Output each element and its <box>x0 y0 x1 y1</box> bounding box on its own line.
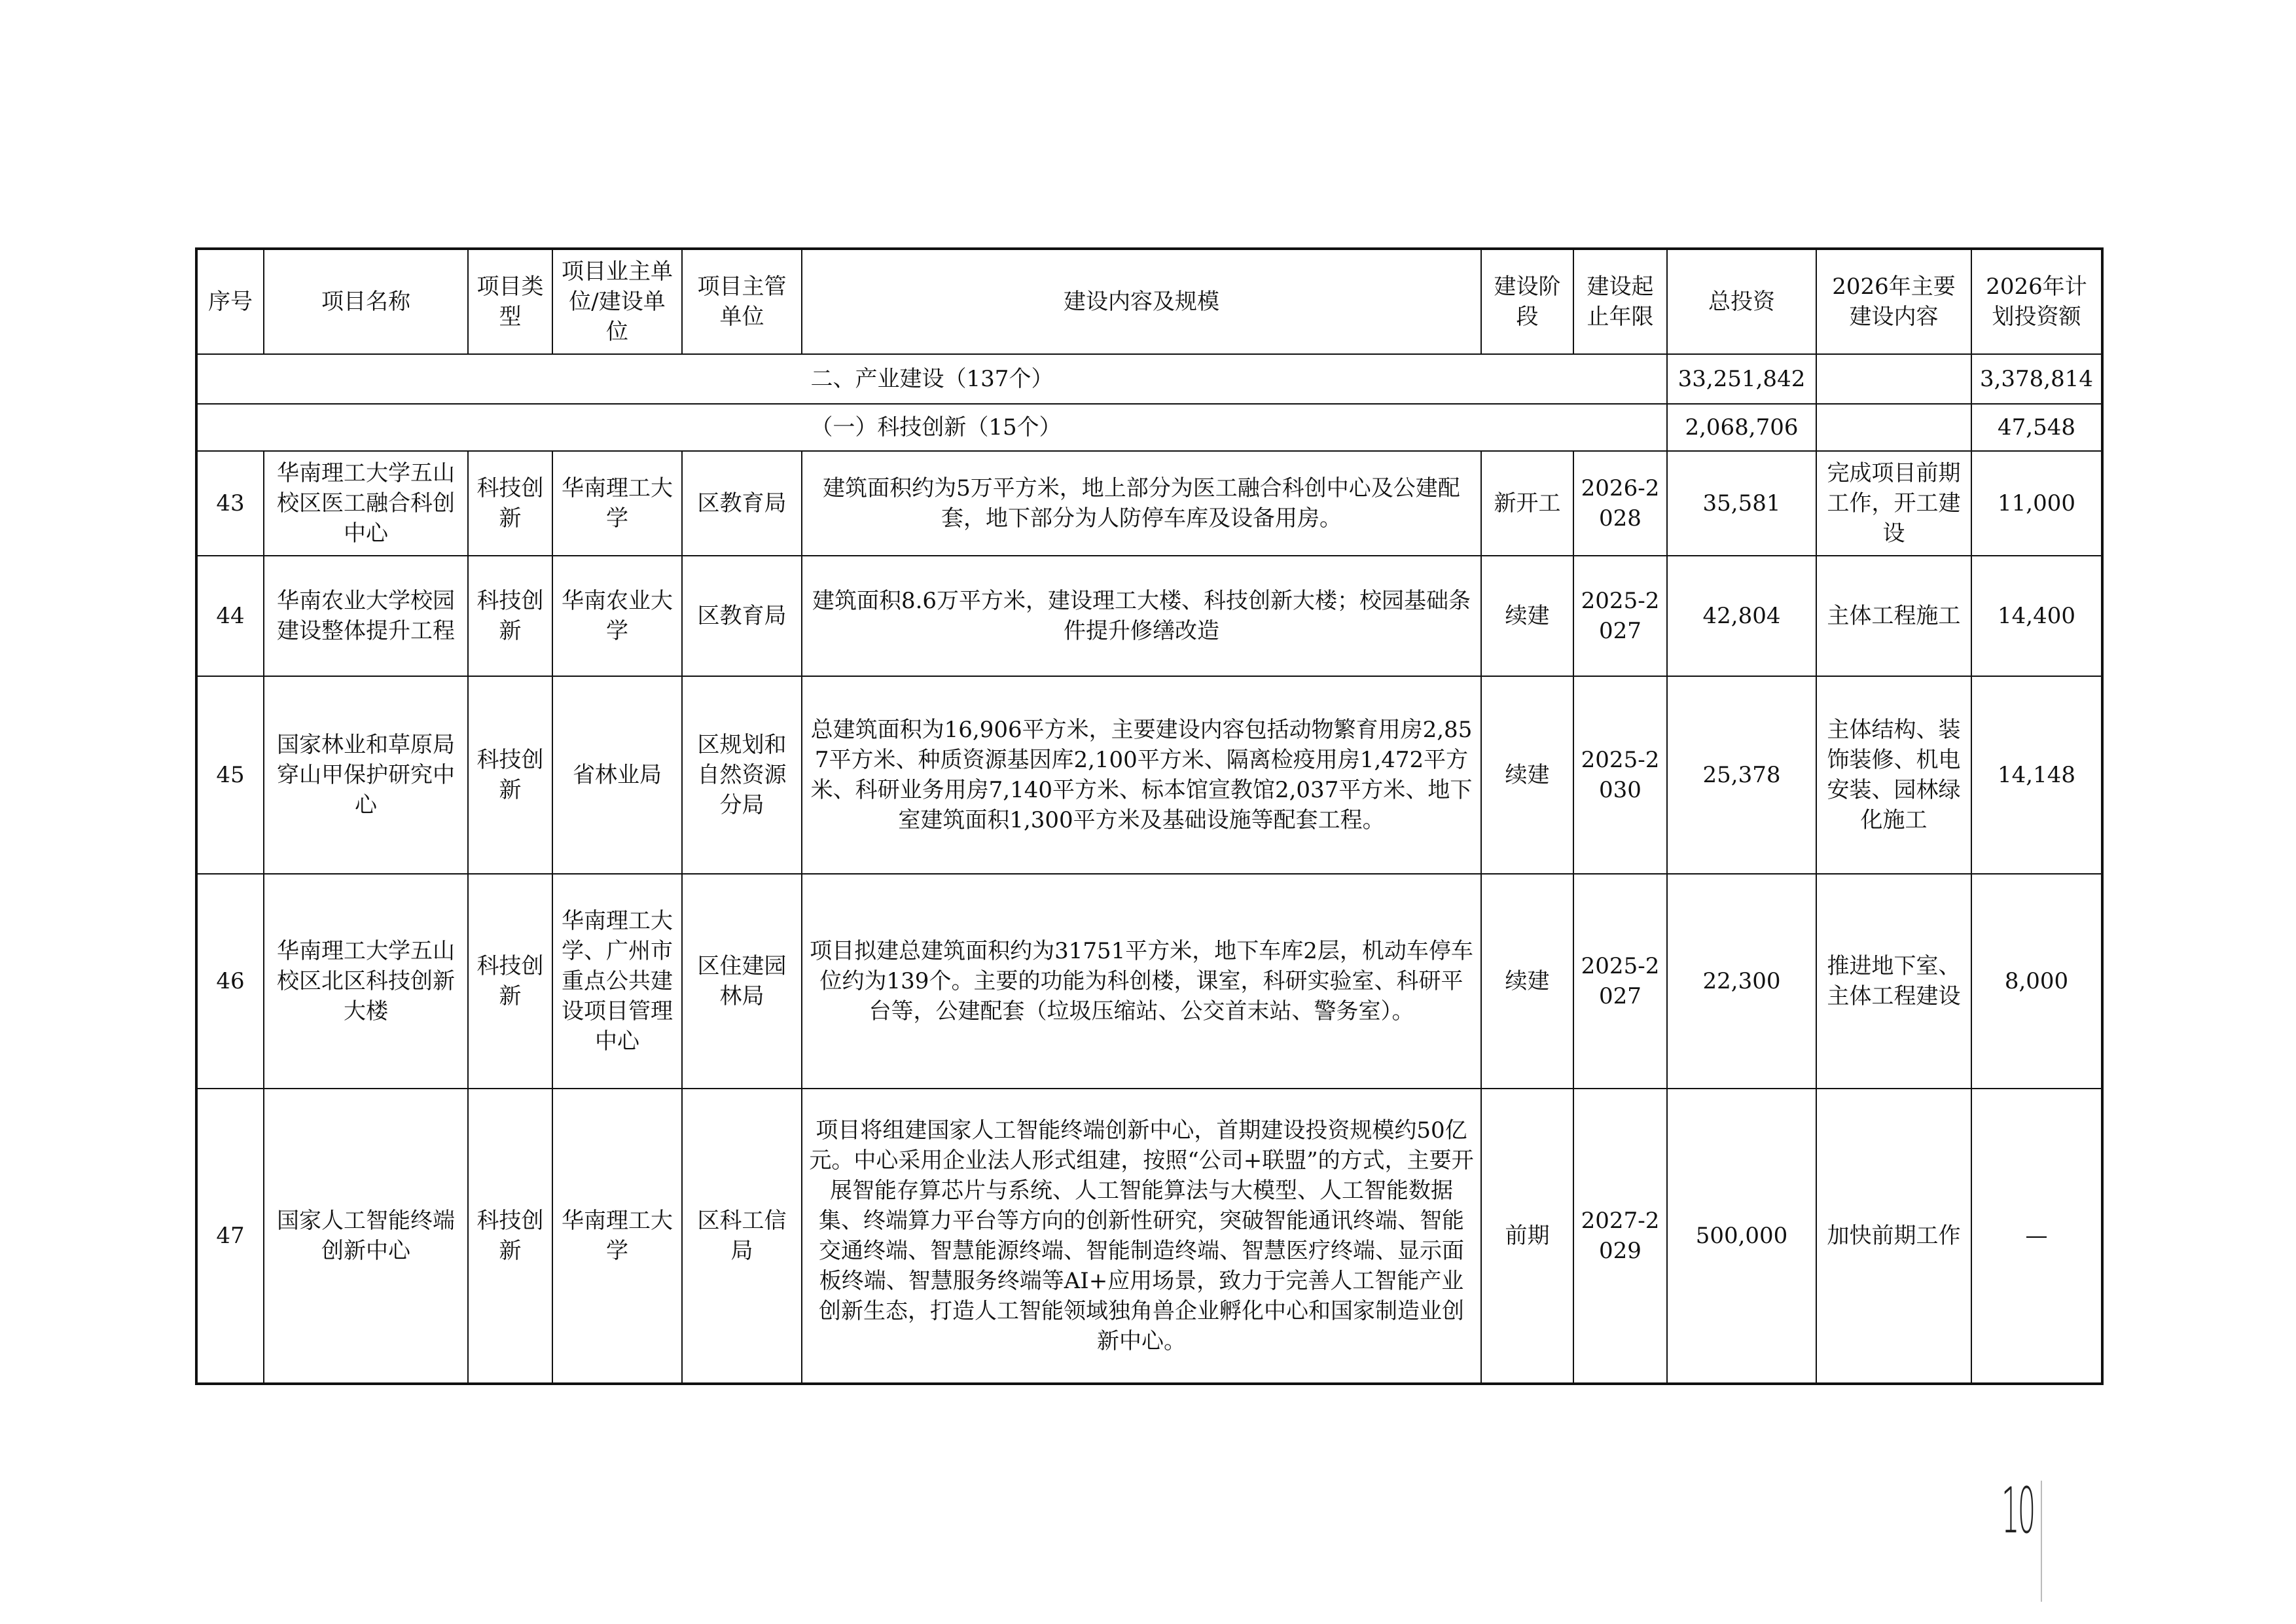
header-name: 项目名称 <box>264 249 468 354</box>
row-content: 项目将组建国家人工智能终端创新中心，首期建设投资规模约50亿元。中心采用企业法人形式组建，按照“公司+联盟”的方式，主要开展智能存算芯片与系统、人工智能算法与大模型、人工智能数据集、终端算力平台等方向的创新性研究，突破智能通讯终端、智能交通终端、智慧能源终端、智能制造终端、智慧医疗终端、显示面板终端、智慧服务终端等AI+应用场景，致力于完善人工智能产业创新生态，打造人工智能领域独角兽企业孵化中心和国家制造业创新中心。 <box>802 1089 1481 1384</box>
page-edge-mark <box>2041 1481 2042 1602</box>
section-row <box>196 354 2102 404</box>
row-total: 42,804 <box>1667 556 1816 676</box>
subsection-empty-cell <box>1816 404 1971 451</box>
row-total: 35,581 <box>1667 451 1816 556</box>
row-owner: 华南农业大学 <box>552 556 682 676</box>
table-row <box>196 874 2102 1089</box>
header-period: 建设起止年限 <box>1573 249 1667 354</box>
row-type: 科技创新 <box>468 1089 552 1384</box>
row-main-2026: 推进地下室、主体工程建设 <box>1816 874 1971 1089</box>
section-plan: 3,378,814 <box>1971 354 2102 404</box>
row-owner: 华南理工大学 <box>552 451 682 556</box>
row-owner: 省林业局 <box>552 676 682 874</box>
row-main-2026: 主体结构、装饰装修、机电安装、园林绿化施工 <box>1816 676 1971 874</box>
row-name: 华南理工大学五山校区医工融合科创中心 <box>264 451 468 556</box>
row-dept: 区住建园林局 <box>682 874 802 1089</box>
subsection-total: 2,068,706 <box>1667 404 1816 451</box>
row-content: 建筑面积约为5万平方米，地上部分为医工融合科创中心及公建配套，地下部分为人防停车库及设备用房。 <box>802 451 1481 556</box>
row-seq: 43 <box>196 451 264 556</box>
table-header-row <box>196 249 2102 354</box>
row-stage: 前期 <box>1481 1089 1573 1384</box>
table-row <box>196 676 2102 874</box>
row-plan-2026: 14,148 <box>1971 676 2102 874</box>
header-plan-2026: 2026年计划投资额 <box>1971 249 2102 354</box>
row-name: 国家人工智能终端创新中心 <box>264 1089 468 1384</box>
row-content: 总建筑面积为16,906平方米，主要建设内容包括动物繁育用房2,857平方米、种质资源基因库2,100平方米、隔离检疫用房1,472平方米、科研业务用房7,140平方米、标本馆宣教馆2,037平方米、地下室建筑面积1,300平方米及基础设施等配套工程。 <box>802 676 1481 874</box>
row-type: 科技创新 <box>468 676 552 874</box>
project-table <box>195 247 2104 1385</box>
row-total: 500,000 <box>1667 1089 1816 1384</box>
header-content: 建设内容及规模 <box>802 249 1481 354</box>
row-main-2026: 完成项目前期工作，开工建设 <box>1816 451 1971 556</box>
row-plan-2026: 14,400 <box>1971 556 2102 676</box>
row-owner: 华南理工大学 <box>552 1089 682 1384</box>
header-owner: 项目业主单位/建设单位 <box>552 249 682 354</box>
row-period: 2025-2030 <box>1573 676 1667 874</box>
project-table-container <box>195 247 2101 1385</box>
header-dept: 项目主管单位 <box>682 249 802 354</box>
row-period: 2025-2027 <box>1573 556 1667 676</box>
header-main-2026: 2026年主要建设内容 <box>1816 249 1971 354</box>
row-stage: 续建 <box>1481 676 1573 874</box>
header-stage: 建设阶段 <box>1481 249 1573 354</box>
row-main-2026: 加快前期工作 <box>1816 1089 1971 1384</box>
table-row <box>196 1089 2102 1384</box>
row-plan-2026: 11,000 <box>1971 451 2102 556</box>
section-total: 33,251,842 <box>1667 354 1816 404</box>
table-row <box>196 451 2102 556</box>
row-content: 建筑面积8.6万平方米，建设理工大楼、科技创新大楼；校园基础条件提升修缮改造 <box>802 556 1481 676</box>
row-stage: 续建 <box>1481 874 1573 1089</box>
row-name: 华南农业大学校园建设整体提升工程 <box>264 556 468 676</box>
row-seq: 46 <box>196 874 264 1089</box>
row-type: 科技创新 <box>468 556 552 676</box>
row-period: 2027-2029 <box>1573 1089 1667 1384</box>
row-stage: 续建 <box>1481 556 1573 676</box>
subsection-row <box>196 404 2102 451</box>
row-seq: 47 <box>196 1089 264 1384</box>
subsection-plan: 47,548 <box>1971 404 2102 451</box>
row-dept: 区规划和自然资源分局 <box>682 676 802 874</box>
row-content: 项目拟建总建筑面积约为31751平方米，地下车库2层，机动车停车位约为139个。主要的功能为科创楼，课室，科研实验室、科研平台等，公建配套（垃圾压缩站、公交首末站、警务室）。 <box>802 874 1481 1089</box>
row-seq: 44 <box>196 556 264 676</box>
row-name: 国家林业和草原局穿山甲保护研究中心 <box>264 676 468 874</box>
row-type: 科技创新 <box>468 874 552 1089</box>
section-label: 二、产业建设（137个） <box>196 354 1667 404</box>
row-period: 2025-2027 <box>1573 874 1667 1089</box>
row-main-2026: 主体工程施工 <box>1816 556 1971 676</box>
row-period: 2026-2028 <box>1573 451 1667 556</box>
row-seq: 45 <box>196 676 264 874</box>
row-plan-2026: — <box>1971 1089 2102 1384</box>
row-name: 华南理工大学五山校区北区科技创新大楼 <box>264 874 468 1089</box>
row-dept: 区教育局 <box>682 556 802 676</box>
page-number: 10 <box>2001 1474 2034 1547</box>
header-total: 总投资 <box>1667 249 1816 354</box>
row-dept: 区科工信局 <box>682 1089 802 1384</box>
subsection-label: （一）科技创新（15个） <box>196 404 1667 451</box>
row-plan-2026: 8,000 <box>1971 874 2102 1089</box>
row-dept: 区教育局 <box>682 451 802 556</box>
row-stage: 新开工 <box>1481 451 1573 556</box>
row-owner: 华南理工大学、广州市重点公共建设项目管理中心 <box>552 874 682 1089</box>
row-total: 25,378 <box>1667 676 1816 874</box>
section-empty-cell <box>1816 354 1971 404</box>
header-seq: 序号 <box>196 249 264 354</box>
header-type: 项目类型 <box>468 249 552 354</box>
row-total: 22,300 <box>1667 874 1816 1089</box>
row-type: 科技创新 <box>468 451 552 556</box>
table-row <box>196 556 2102 676</box>
